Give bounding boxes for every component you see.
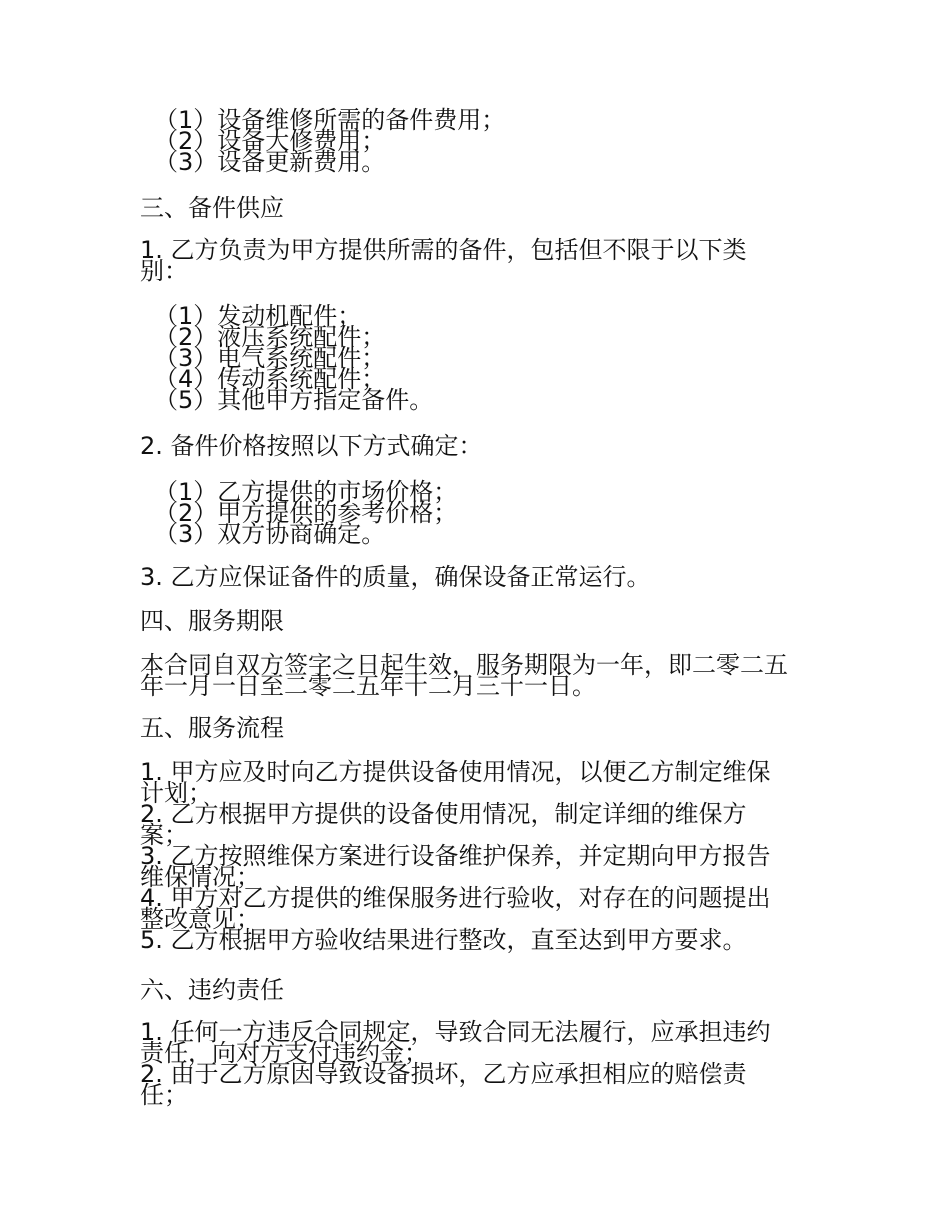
list-price xyxy=(140,478,820,548)
paragraph-line: 2. 由于乙方原因导致设备损坏，乙方应承担相应的赔偿责 xyxy=(140,1060,747,1088)
section-heading-6 xyxy=(140,976,820,1004)
section-heading-3 xyxy=(140,194,820,222)
heading-text: 五、服务流程 xyxy=(140,714,284,742)
paragraph-line: 5. 乙方根据甲方验收结果进行整改，直至达到甲方要求。 xyxy=(140,926,747,954)
list-item: （3）双方协商确定。 xyxy=(154,520,386,548)
paragraph-3-3 xyxy=(140,563,820,591)
paragraph-5 xyxy=(140,758,820,954)
paragraph-line: 2. 乙方根据甲方提供的设备使用情况，制定详细的维保方 xyxy=(140,800,747,828)
paragraph-line: 维保情况； xyxy=(140,863,260,891)
paragraph-line: 整改意见； xyxy=(140,905,260,933)
list-item: （3）设备更新费用。 xyxy=(154,148,386,176)
paragraph-line: 别： xyxy=(140,257,188,285)
heading-text: 六、违约责任 xyxy=(140,976,284,1004)
list-item: （1）乙方提供的市场价格； xyxy=(154,478,458,506)
paragraph-6 xyxy=(140,1018,820,1109)
paragraph-line: 案； xyxy=(140,821,188,849)
paragraph-3-1 xyxy=(140,236,820,285)
paragraph-line: 年一月一日至二零二五年十二月三十一日。 xyxy=(140,672,596,700)
paragraph-line: 4. 甲方对乙方提供的维保服务进行验收，对存在的问题提出 xyxy=(140,884,771,912)
paragraph-4 xyxy=(140,651,820,700)
paragraph-line: 责任，向对方支付违约金； xyxy=(140,1039,428,1067)
paragraph-line: 1. 任何一方违反合同规定，导致合同无法履行，应承担违约 xyxy=(140,1018,771,1046)
list-item: （2）甲方提供的参考价格； xyxy=(154,499,458,527)
paragraph-line: 1. 乙方负责为甲方提供所需的备件，包括但不限于以下类 xyxy=(140,236,747,264)
list-costs xyxy=(140,106,820,176)
paragraph-line: 本合同自双方签字之日起生效，服务期限为一年，即二零二五 xyxy=(140,651,788,679)
list-item: （4）传动系统配件； xyxy=(154,365,386,393)
paragraph-line: 计划； xyxy=(140,779,212,807)
paragraph-line: 2. 备件价格按照以下方式确定： xyxy=(140,432,483,460)
list-item: （2）液压系统配件； xyxy=(154,323,386,351)
list-item: （1）设备维修所需的备件费用； xyxy=(154,106,506,134)
paragraph-line: 任； xyxy=(140,1081,188,1109)
paragraph-3-2 xyxy=(140,432,820,460)
list-parts xyxy=(140,302,820,414)
heading-text: 四、服务期限 xyxy=(140,607,284,635)
paragraph-line: 3. 乙方应保证备件的质量，确保设备正常运行。 xyxy=(140,563,651,591)
heading-text: 三、备件供应 xyxy=(140,194,284,222)
section-heading-5 xyxy=(140,714,820,742)
list-item: （1）发动机配件； xyxy=(154,302,362,330)
section-heading-4 xyxy=(140,607,820,635)
list-item: （3）电气系统配件； xyxy=(154,344,386,372)
paragraph-line: 1. 甲方应及时向乙方提供设备使用情况，以便乙方制定维保 xyxy=(140,758,771,786)
list-item: （5）其他甲方指定备件。 xyxy=(154,386,434,414)
list-item: （2）设备大修费用； xyxy=(154,127,386,155)
paragraph-line: 3. 乙方按照维保方案进行设备维护保养，并定期向甲方报告 xyxy=(140,842,771,870)
